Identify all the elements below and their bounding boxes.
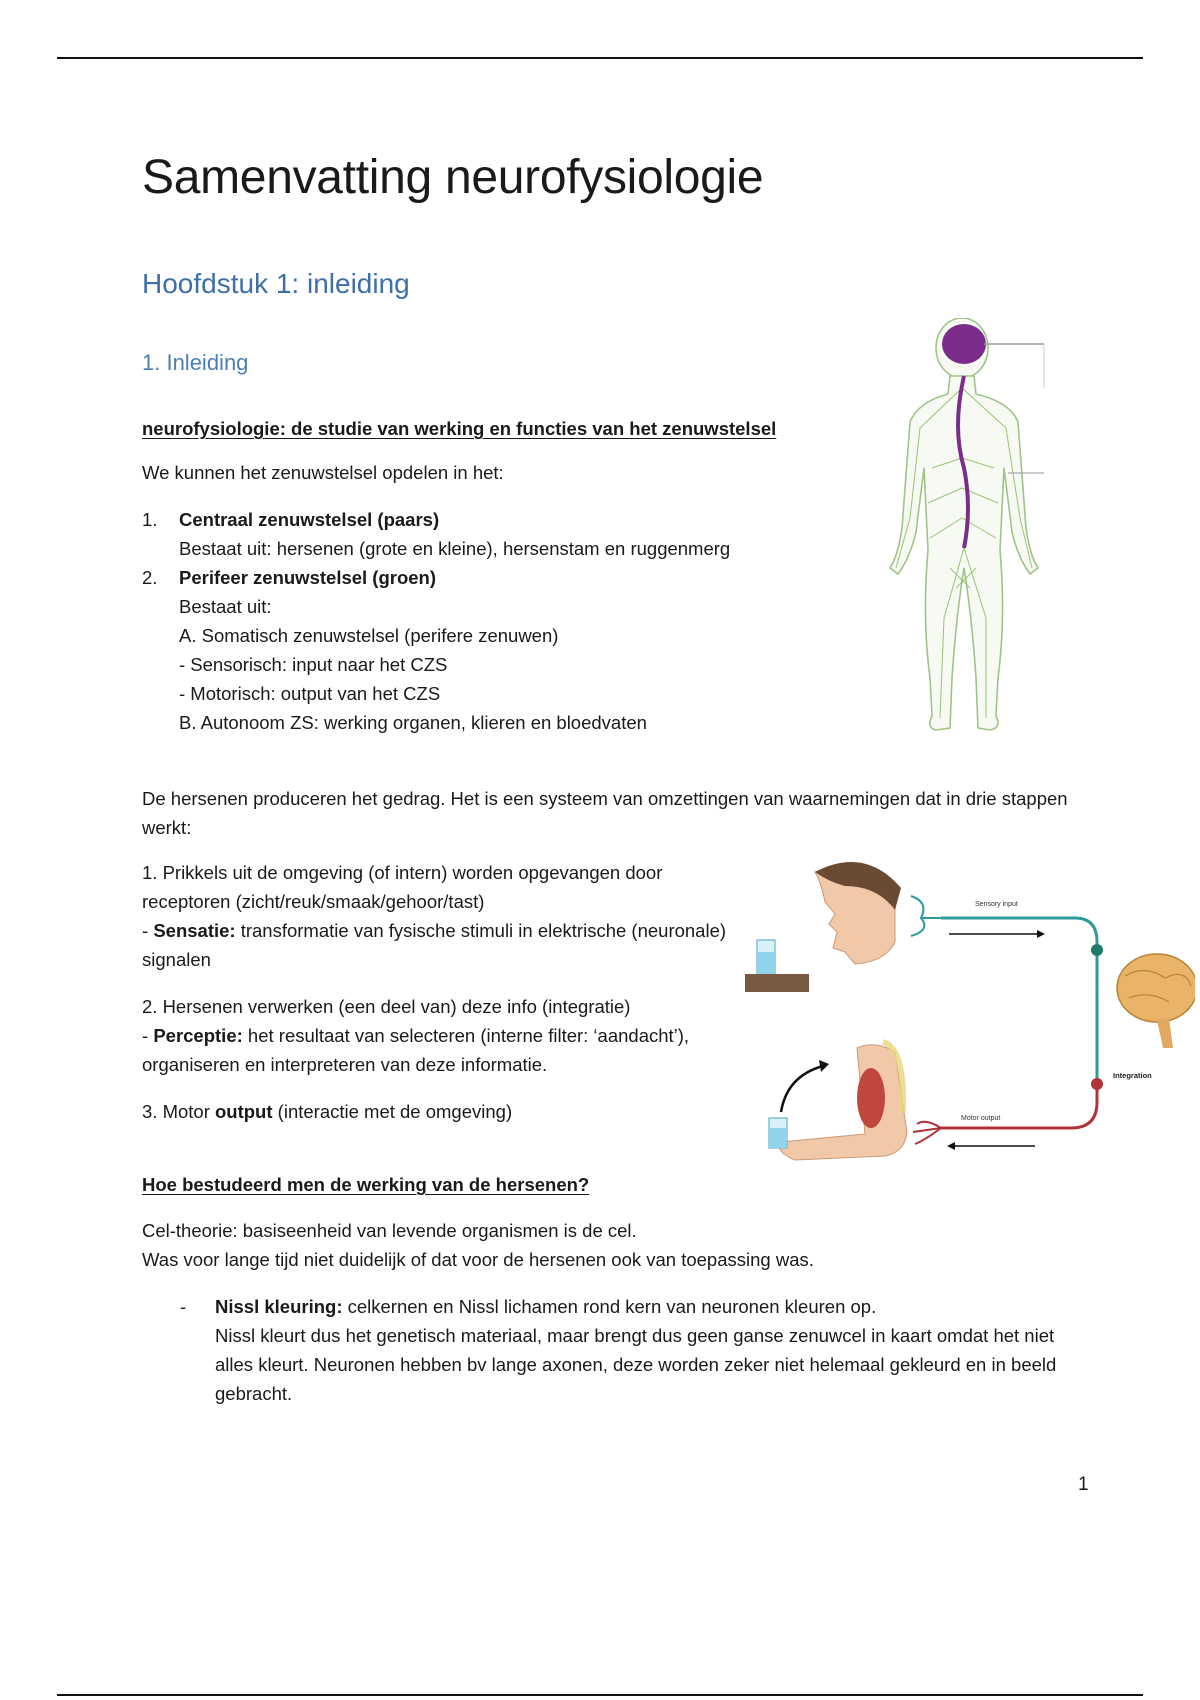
step-3-pre: 3. Motor	[142, 1101, 215, 1122]
nissl-more: Nissl kleurt dus het genetisch materiaal, maar brengt dus geen ganse zenuwcel in kaart omdat het niet alles kleurt. Neuronen hebben bv lange axonen, deze worden zeker niet helemaal gekleurd en in beeld gebracht.	[215, 1325, 1057, 1404]
list-item	[142, 563, 842, 737]
nissl-text: celkernen en Nissl lichamen rond kern van neuronen kleuren op.	[342, 1296, 877, 1317]
list-item-line: A. Somatisch zenuwstelsel (perifere zenuwen)	[179, 625, 559, 646]
step-1	[142, 858, 732, 974]
page-number: 1	[1078, 1474, 1089, 1495]
sensory-input-label: Sensory input	[975, 901, 1018, 908]
sensory-pathway	[941, 918, 1097, 1092]
list-number: 2.	[142, 567, 158, 588]
step-2-text: 2. Hersenen verwerken (een deel van) deze info (integratie)	[142, 996, 631, 1017]
step-1-text: 1. Prikkels uit de omgeving (of intern) worden opgevangen door receptoren (zicht/reuk/smaak/gehoor/tast)	[142, 862, 663, 912]
sensory-motor-loop-figure	[745, 852, 1195, 1172]
integration-label: Integration	[1113, 1071, 1152, 1080]
section-heading: 1. Inleiding	[142, 350, 249, 375]
list-item-line: Bestaat uit:	[179, 596, 272, 617]
list-item-line: - Motorisch: output van het CZS	[179, 683, 441, 704]
arm-with-glass-icon	[769, 1042, 907, 1160]
list-item	[142, 1292, 1082, 1408]
head-profile-icon	[815, 862, 901, 964]
list-item-line: B. Autonoom ZS: werking organen, klieren en bloedvaten	[179, 712, 647, 733]
behavior-paragraph: De hersenen produceren het gedrag. Het is een systeem van omzettingen van waarnemingen dat in drie stappen werkt:	[142, 788, 1068, 838]
step-1-dash: -	[142, 920, 154, 941]
list-number: 1.	[142, 509, 158, 530]
step-3	[142, 1097, 512, 1126]
step-3-bold: output	[215, 1101, 273, 1122]
sensation-label: Sensatie:	[153, 920, 236, 941]
step-2-dash: -	[142, 1025, 154, 1046]
list-item-title: Perifeer zenuwstelsel (groen)	[179, 567, 437, 588]
bottom-rule	[57, 1694, 1143, 1696]
chapter-heading: Hoofdstuk 1: inleiding	[142, 268, 410, 299]
perception-label: Perceptie:	[153, 1025, 243, 1046]
sensory-receptor-icon	[911, 896, 941, 936]
movement-arrow-head	[819, 1060, 829, 1072]
motor-arrow-head	[947, 1142, 955, 1150]
water-glass-icon	[745, 940, 809, 992]
definition: neurofysiologie: de studie van werking en functies van het zenuwstelsel	[142, 418, 777, 439]
list-item-line: Bestaat uit: hersenen (grote en kleine), hersenstam en ruggenmerg	[179, 538, 731, 559]
cell-theory-line-1: Cel-theorie: basiseenheid van levende organismen is de cel.	[142, 1220, 637, 1241]
intro-text: We kunnen het zenuwstelsel opdelen in het:	[142, 462, 504, 483]
list-item	[142, 505, 842, 563]
list-item-title: Centraal zenuwstelsel (paars)	[179, 509, 440, 530]
divisions-list	[142, 505, 842, 737]
motor-output-label: Motor output	[961, 1115, 1001, 1122]
motor-pathway	[941, 1088, 1097, 1128]
methods-list	[142, 1292, 1082, 1408]
cell-theory-line-2: Was voor lange tijd niet duidelijk of dat voor de hersenen ook van toepassing was.	[142, 1249, 814, 1270]
document-title: Samenvatting neurofysiologie	[142, 151, 764, 204]
perception-text: het resultaat van selecteren (interne filter: ‘aandacht’), organiseren en interpreteren van deze informatie.	[142, 1025, 690, 1075]
nervous-system-figure	[880, 318, 1056, 738]
study-heading: Hoe bestudeerd men de werking van de hersenen?	[142, 1174, 590, 1195]
step-2	[142, 992, 732, 1079]
step-3-post: (interactie met de omgeving)	[272, 1101, 513, 1122]
top-rule	[57, 57, 1143, 59]
motor-node	[1091, 1078, 1103, 1090]
list-item-line: - Sensorisch: input naar het CZS	[179, 654, 448, 675]
nissl-label: Nissl kleuring:	[215, 1296, 343, 1317]
sensory-arrow-head	[1037, 930, 1045, 938]
sensory-node	[1091, 944, 1103, 956]
brain-icon	[942, 324, 986, 364]
sensation-text: transformatie van fysische stimuli in elektrische (neuronale) signalen	[142, 920, 727, 970]
bullet-dash: -	[180, 1296, 187, 1317]
movement-arrow	[781, 1066, 823, 1112]
brain-icon	[1117, 954, 1195, 1048]
motor-nerve-endings	[913, 1122, 941, 1144]
